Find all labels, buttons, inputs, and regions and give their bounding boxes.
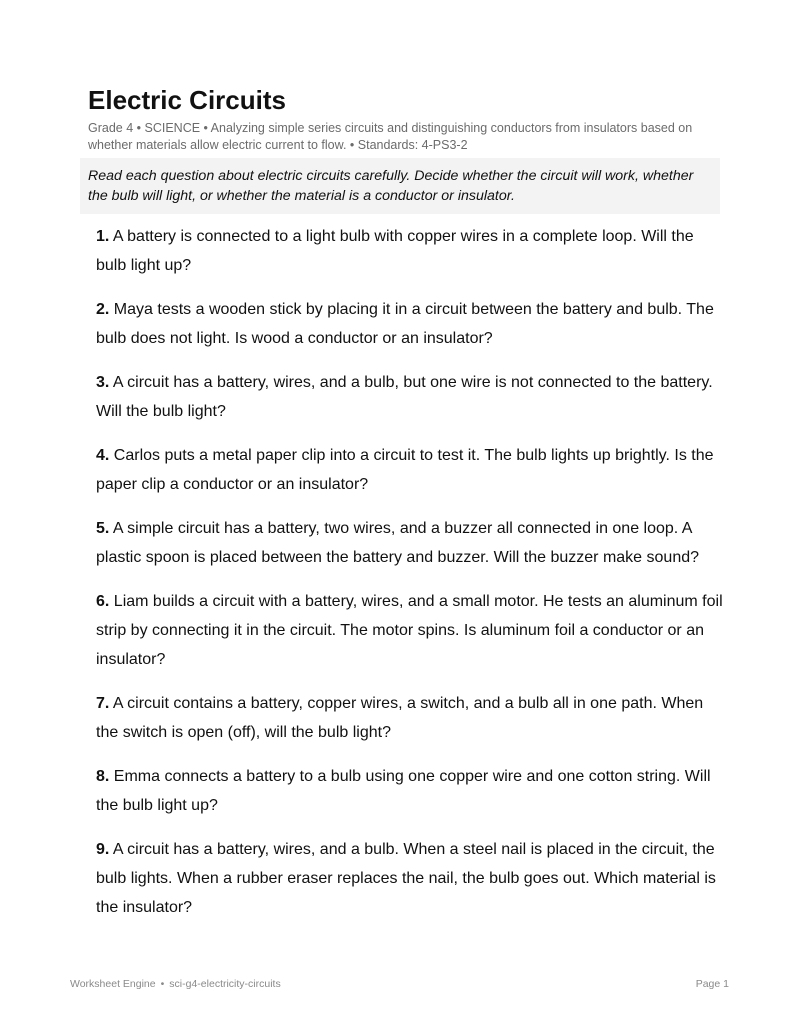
question-item	[96, 368, 726, 426]
question-text: Liam builds a circuit with a battery, wires, and a small motor. He tests an aluminum foil strip by connecting it in the circuit. The motor spins. Is aluminum foil a conductor or an insulator?	[96, 593, 723, 668]
question-item	[96, 835, 726, 922]
question-text: A simple circuit has a battery, two wires, and a buzzer all connected in one loop. A plastic spoon is placed between the battery and buzzer. Will the buzzer make sound?	[96, 520, 700, 566]
question-number: 2.	[96, 301, 110, 318]
question-text: Carlos puts a metal paper clip into a circuit to test it. The bulb lights up brightly. Is the paper clip a conductor or an insulator?	[96, 447, 714, 493]
instructions-box: Read each question about electric circuits carefully. Decide whether the circuit will work, whether the bulb will light, or whether the material is a conductor or insulator.	[80, 158, 720, 214]
question-list	[96, 222, 726, 937]
question-text: A battery is connected to a light bulb with copper wires in a complete loop. Will the bulb light up?	[96, 228, 694, 274]
question-item	[96, 587, 726, 674]
worksheet-subtitle: Grade 4 • SCIENCE • Analyzing simple series circuits and distinguishing conductors from insulators based on whether materials allow electric current to flow. • Standards: 4-PS3-2	[88, 121, 693, 152]
footer-separator: •	[160, 978, 165, 990]
question-item	[96, 762, 726, 820]
question-item	[96, 689, 726, 747]
footer-worksheet-id: sci-g4-electricity-circuits	[169, 978, 281, 990]
question-text: A circuit contains a battery, copper wires, a switch, and a bulb all in one path. When the switch is open (off), will the bulb light?	[96, 695, 704, 741]
question-number: 9.	[96, 841, 110, 858]
question-number: 5.	[96, 520, 110, 537]
question-text: A circuit has a battery, wires, and a bulb, but one wire is not connected to the battery. Will the bulb light?	[96, 374, 713, 420]
question-item	[96, 222, 726, 280]
footer-engine: Worksheet Engine	[70, 978, 156, 990]
page-title: Electric Circuits	[88, 85, 286, 115]
question-number: 7.	[96, 695, 110, 712]
question-text: Emma connects a battery to a bulb using one copper wire and one cotton string. Will the bulb light up?	[96, 768, 711, 814]
question-text: Maya tests a wooden stick by placing it in a circuit between the battery and bulb. The bulb does not light. Is wood a conductor or an insulator?	[96, 301, 714, 347]
question-number: 3.	[96, 374, 110, 391]
question-number: 4.	[96, 447, 110, 464]
question-text: A circuit has a battery, wires, and a bulb. When a steel nail is placed in the circuit, the bulb lights. When a rubber eraser replaces the nail, the bulb goes out. Which material is the insulator?	[96, 841, 716, 916]
question-number: 8.	[96, 768, 110, 785]
question-number: 6.	[96, 593, 110, 610]
question-item	[96, 295, 726, 353]
footer-source	[70, 978, 281, 990]
question-item	[96, 514, 726, 572]
question-item	[96, 441, 726, 499]
page-number: Page 1	[695, 978, 729, 990]
question-number: 1.	[96, 228, 110, 245]
